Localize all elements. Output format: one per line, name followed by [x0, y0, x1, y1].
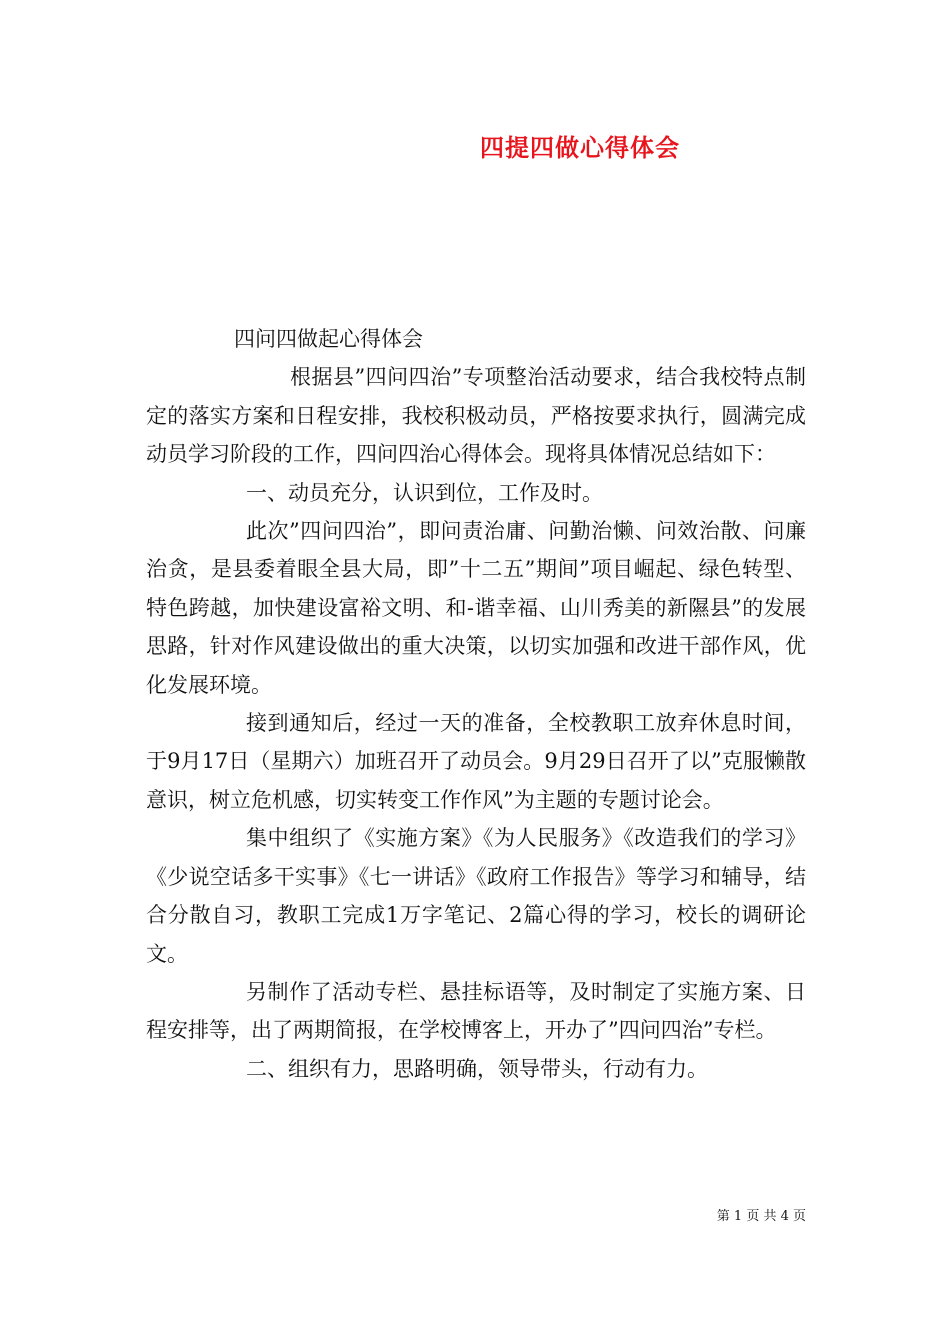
section-heading-1: 一、动员充分，认识到位，工作及时。 [246, 480, 603, 505]
document-subtitle: 四问四做起心得体会 [234, 327, 423, 351]
paragraph-intro: 根据县”四问四治”专项整治活动要求，结合我校特点制定的落实方案和日程安排，我校积极动员，严格按要求执行，圆满完成动员学习阶段的工作，四问四治心得体会。现将具体情况总结如下： [146, 365, 806, 467]
paragraph: 集中组织了《实施方案》《为人民服务》《改造我们的学习》《少说空话多干实事》《七一讲话》《政府工作报告》等学习和辅导，结合分散自习，教职工完成1万字笔记、2篇心得的学习，校长的调研论文。 [146, 826, 806, 966]
section-heading-2: 二、组织有力，思路明确，领导带头，行动有力。 [246, 1056, 708, 1081]
document-title: 四提四做心得体会 [480, 133, 680, 162]
paragraph: 此次”四问四治”，即问责治庸、问勤治懒、问效治散、问廉治贪，是县委着眼全县大局，即”十二五”期间”项目崛起、绿色转型、特色跨越，加快建设富裕文明、和-谐幸福、山川秀美的新隰县”的发展思路，针对作风建设做出的重大决策，以切实加强和改进干部作风，优化发展环境。 [146, 519, 806, 697]
paragraph: 另制作了活动专栏、悬挂标语等，及时制定了实施方案、日程安排等，出了两期简报，在学校博客上，开办了”四问四治”专栏。 [146, 979, 806, 1043]
document-body [146, 320, 806, 1088]
page-number: 第 1 页 共 4 页 [716, 1209, 806, 1224]
paragraph: 接到通知后，经过一天的准备，全校教职工放弃休息时间，于9月17日（星期六）加班召开了动员会。9月29日召开了以”克服懒散意识，树立危机感，切实转变工作作风”为主题的专题讨论会。 [146, 711, 806, 812]
